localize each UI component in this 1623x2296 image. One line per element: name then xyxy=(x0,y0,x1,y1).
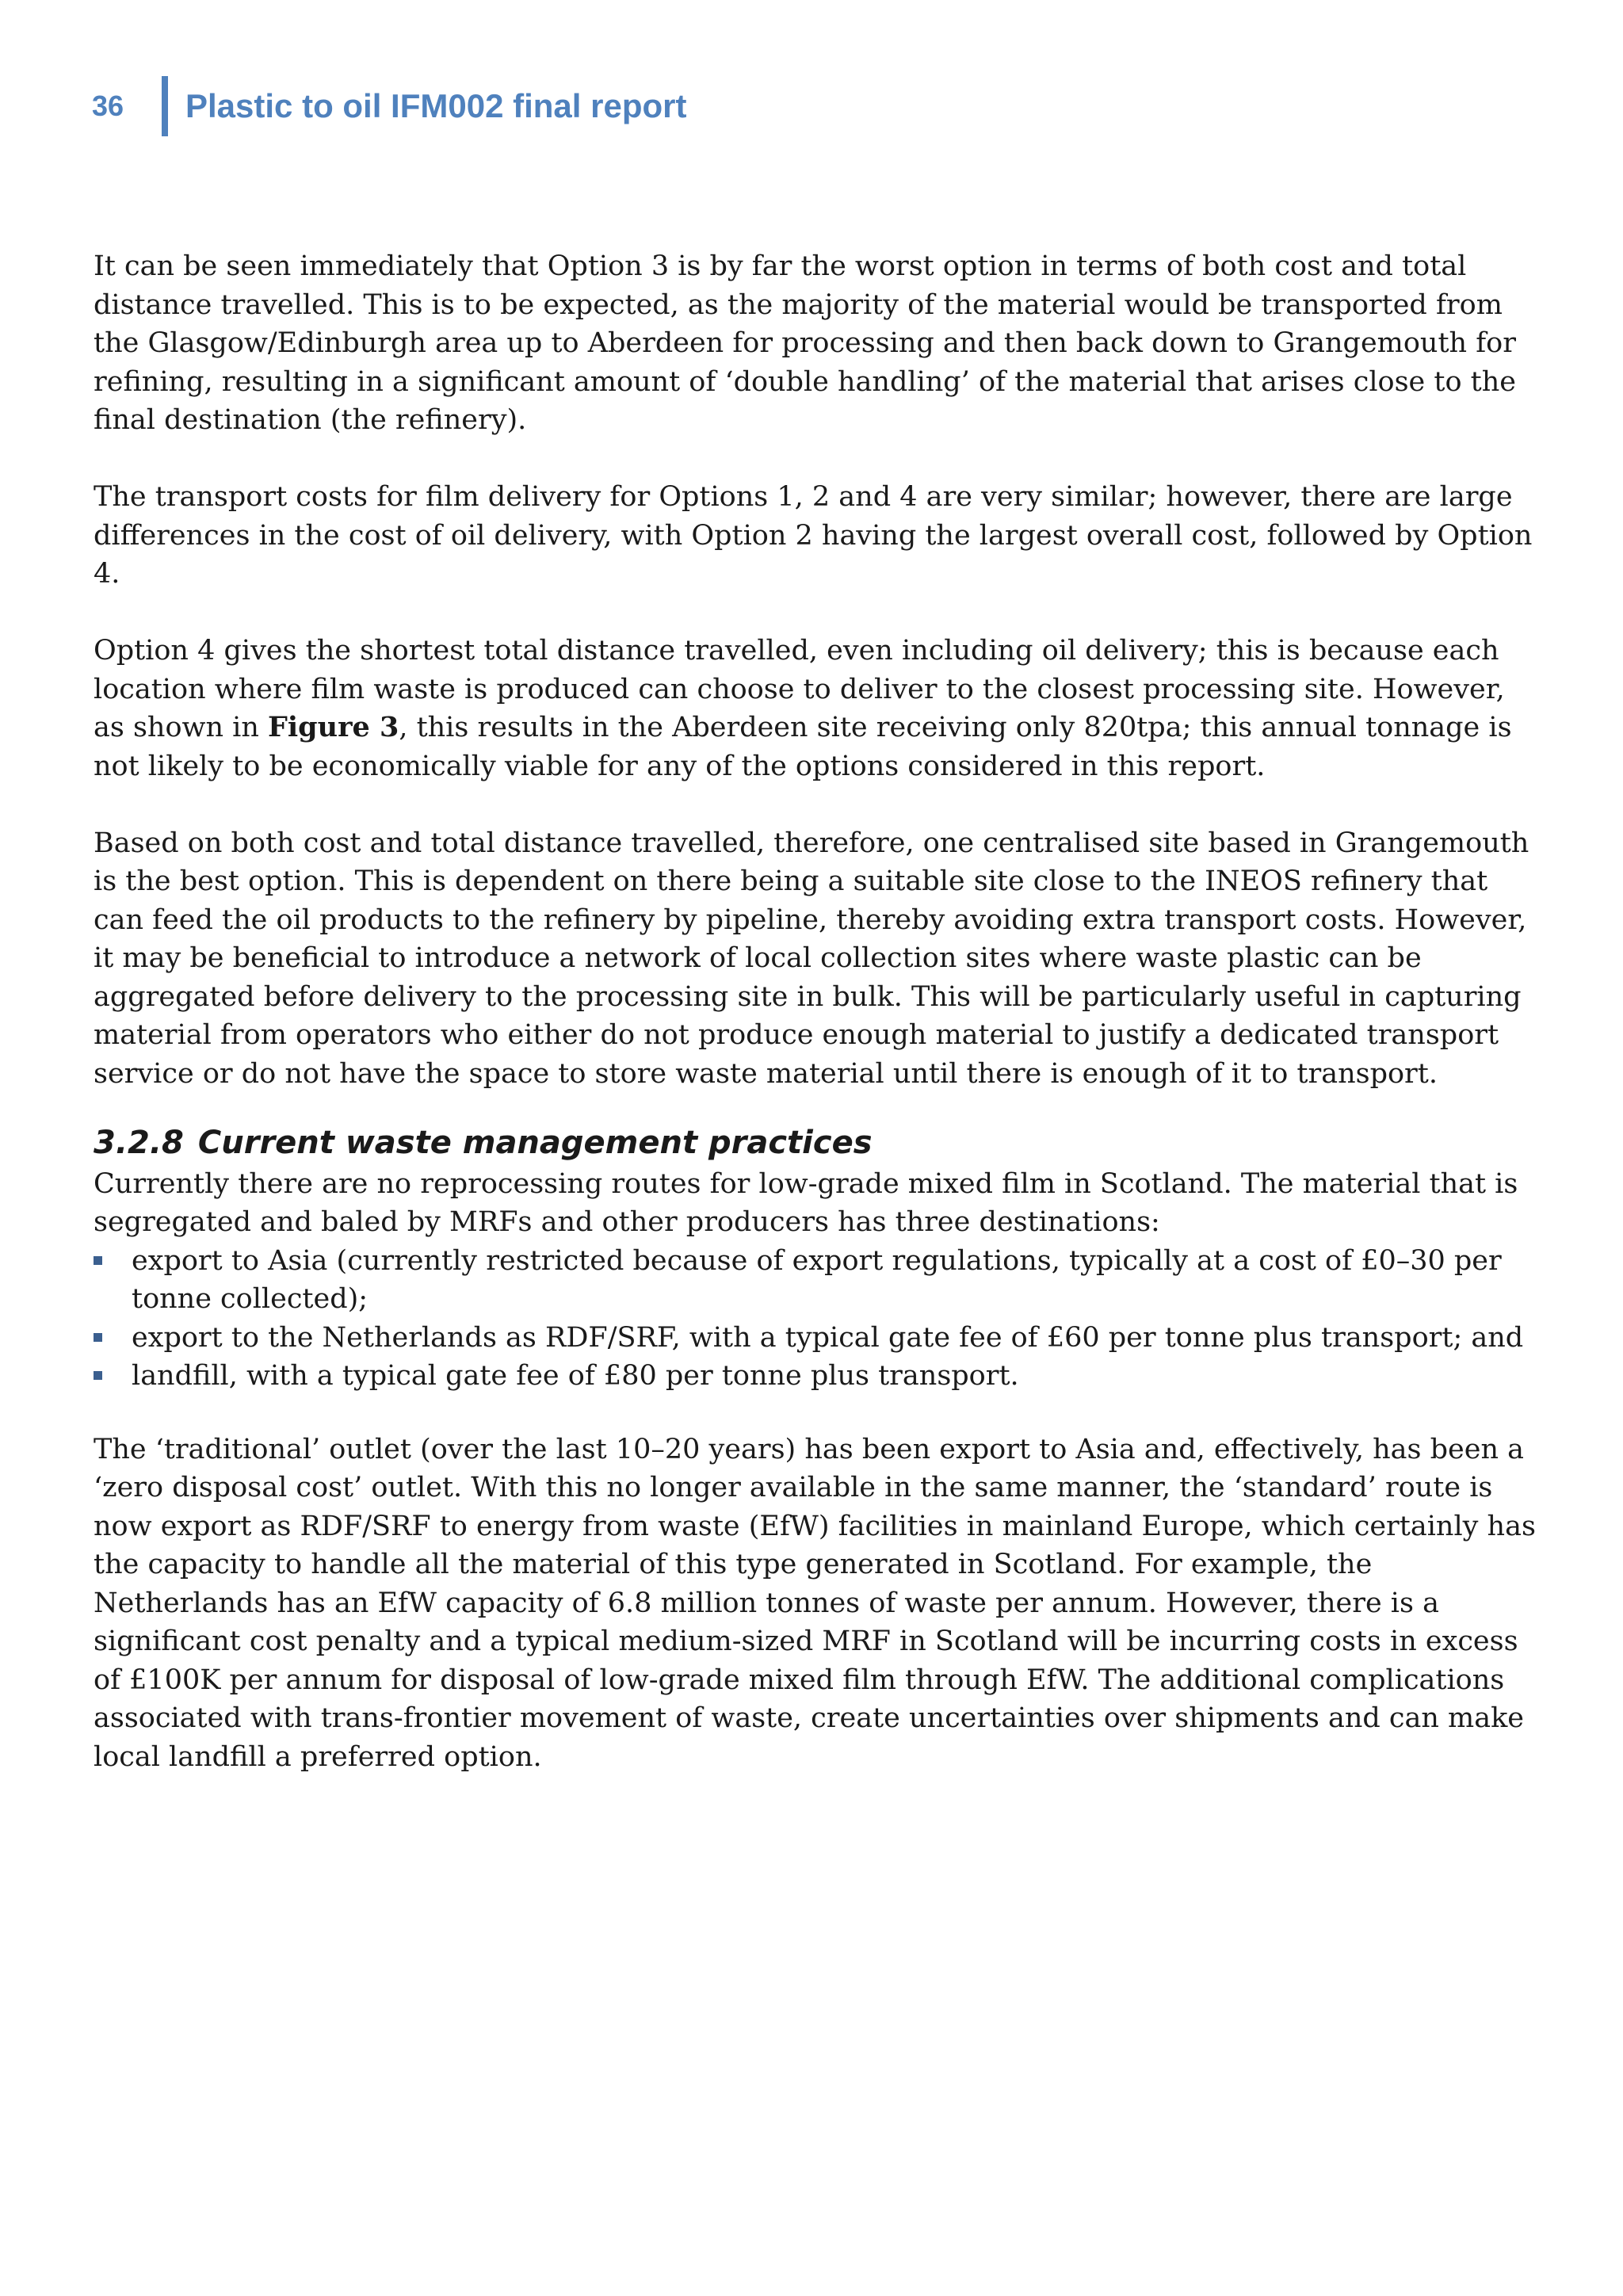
figure-reference: Figure 3 xyxy=(268,711,399,743)
paragraph-option4-distance xyxy=(94,632,1544,785)
page-body xyxy=(94,247,1544,1815)
page-number: 36 xyxy=(92,90,124,122)
list-item-text: export to the Netherlands as RDF/SRF, with a typical gate fee of £60 per tonne plus transport; and xyxy=(132,1321,1524,1354)
bullet-square-icon xyxy=(94,1371,102,1380)
paragraph-transport-costs: The transport costs for film delivery for Options 1, 2 and 4 are very similar; however, there are large differences in the cost of oil delivery, with Option 2 having the largest overall cost, followed by Option 4. xyxy=(94,481,1533,590)
list-item xyxy=(94,1357,1544,1396)
bullet-square-icon xyxy=(94,1256,102,1265)
destinations-list xyxy=(94,1242,1544,1396)
list-item xyxy=(94,1242,1544,1319)
report-title: Plastic to oil IFM002 final report xyxy=(185,87,687,124)
header-divider-bar xyxy=(162,76,168,136)
section-title: Current waste management practices xyxy=(197,1124,873,1161)
page-header xyxy=(92,76,686,136)
list-item-text: export to Asia (currently restricted because of export regulations, typically at a cost of £0–30 per tonne collected); xyxy=(132,1244,1502,1315)
paragraph-text: Option 4 gives the shortest total distance travelled, even including oil delivery; this is because each location where film waste is produced can choose to deliver to the closest processing site. However, as shown in xyxy=(94,635,1505,743)
paragraph-option3-analysis: It can be seen immediately that Option 3 is by far the worst option in terms of both cost and total distance travelled. This is to be expected, as the majority of the material would be transported from the Glasgow/Edinburgh area up to Aberdeen for processing and then back down to Grangemouth for refining, resulting in a significant amount of ‘double handling’ of the material that arises close to the final destination (the refinery). xyxy=(94,250,1516,436)
list-item xyxy=(94,1319,1544,1358)
paragraph-centralised-site: Based on both cost and total distance travelled, therefore, one centralised site based in Grangemouth is the best option. This is dependent on there being a suitable site close to the INEOS refinery that can feed the oil products to the refinery by pipeline, thereby avoiding extra transport costs. However, it may be beneficial to introduce a network of local collection sites where waste plastic can be aggregated before delivery to the processing site in bulk. This will be particularly useful in capturing material from operators who either do not produce enough material to justify a dedicated transport service or do not have the space to store waste material until there is enough of it to transport. xyxy=(94,827,1529,1090)
paragraph-traditional-outlet: The ‘traditional’ outlet (over the last 10–20 years) has been export to Asia and, effectively, has been a ‘zero disposal cost’ outlet. With this no longer available in the same manner, the ‘standard’ route is now export as RDF/SRF to energy from waste (EfW) facilities in mainland Europe, which certainly has the capacity to handle all the material of this type generated in Scotland. For example, the Netherlands has an EfW capacity of 6.8 million tonnes of waste per annum. However, there is a significant cost penalty and a typical medium-sized MRF in Scotland will be incurring costs in excess of £100K per annum for disposal of low-grade mixed film through EfW. The additional complications associated with trans-frontier movement of waste, create uncertainties over shipments and can make local landfill a preferred option. xyxy=(94,1433,1536,1773)
list-item-text: landfill, with a typical gate fee of £80 per tonne plus transport. xyxy=(132,1360,1019,1392)
section-intro: Currently there are no reprocessing routes for low-grade mixed film in Scotland. The material that is segregated and baled by MRFs and other producers has three destinations: xyxy=(94,1167,1518,1238)
paragraph-text: , this results in the Aberdeen site receiving only 820tpa; this annual tonnage is not likely to be economically viable for any of the options considered in this report. xyxy=(94,712,1512,782)
bullet-square-icon xyxy=(94,1333,102,1342)
section-number: 3.2.8 xyxy=(94,1124,184,1161)
section-heading xyxy=(94,1121,1544,1165)
